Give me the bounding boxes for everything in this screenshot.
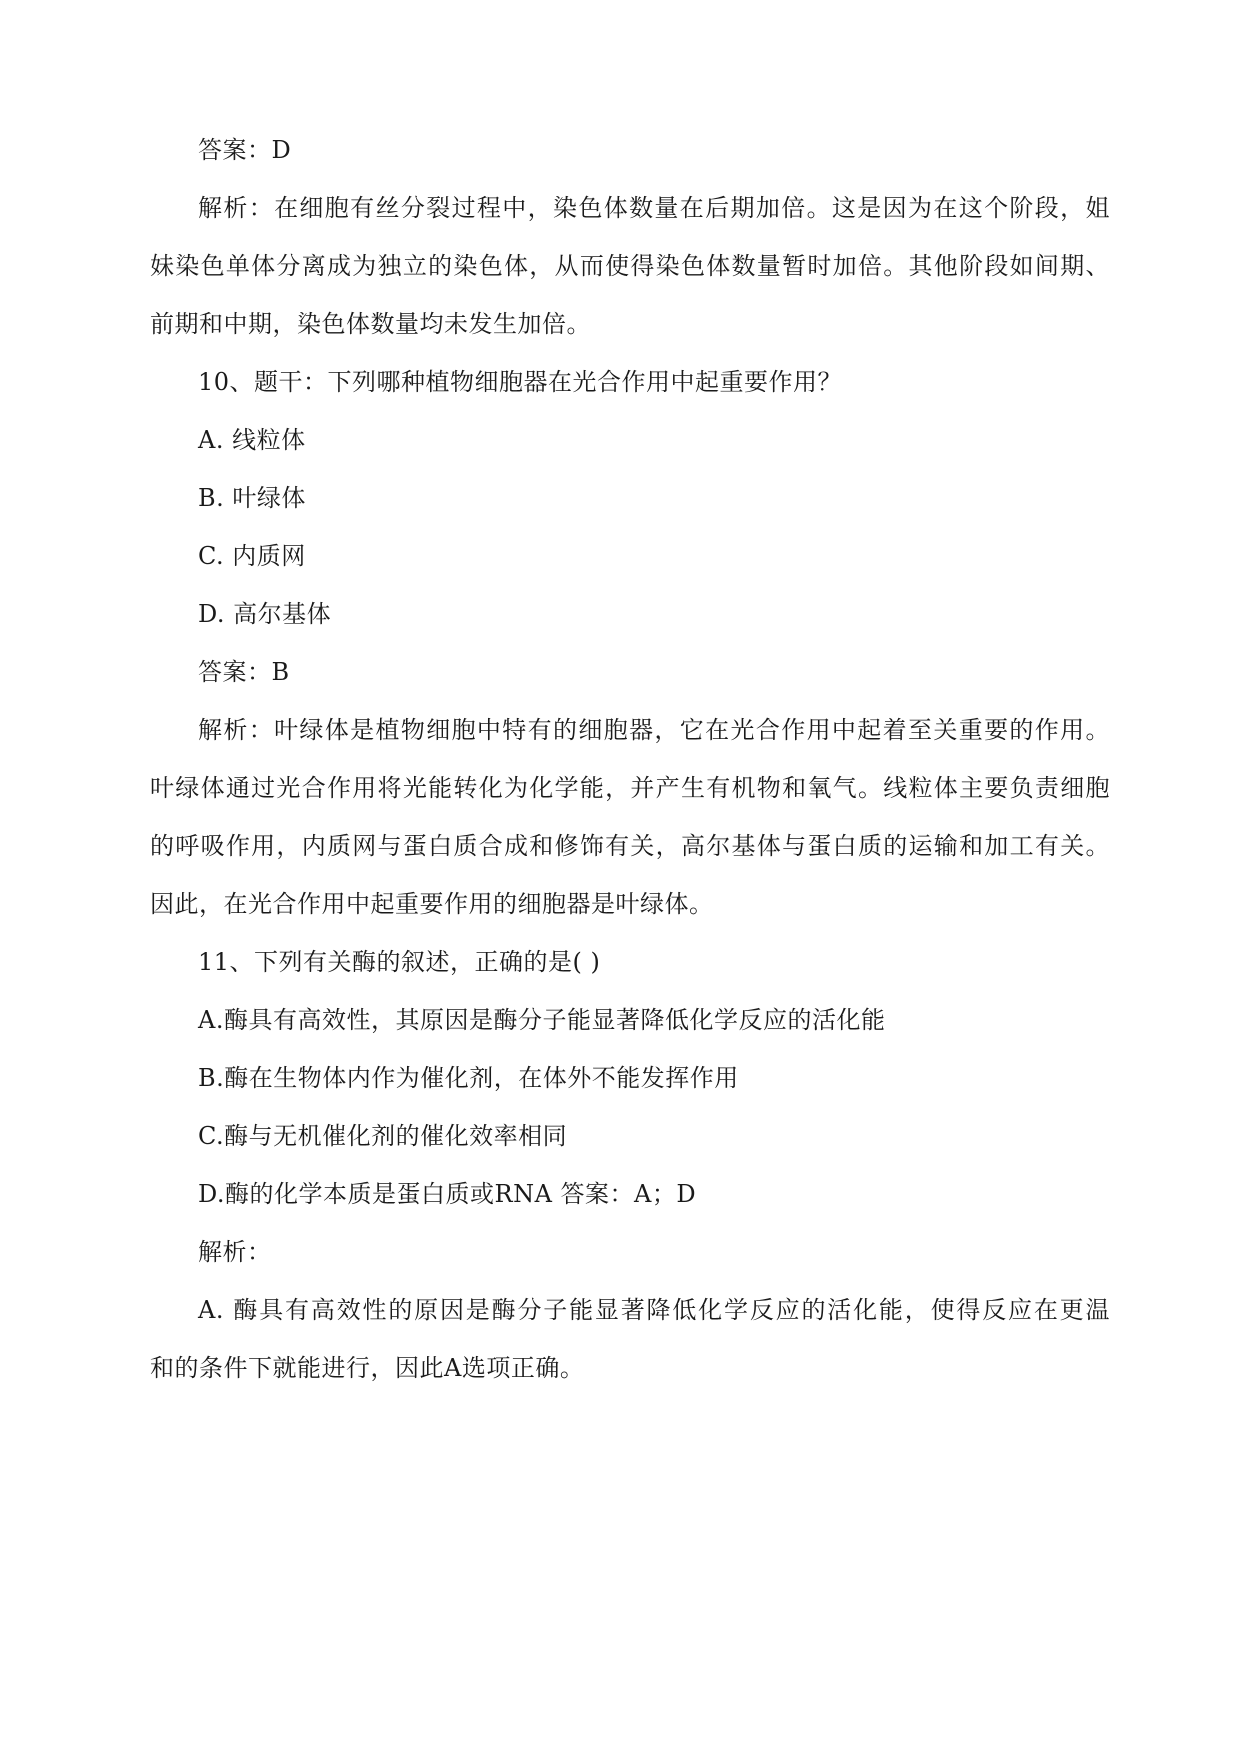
q10-analysis-line-4: 因此，在光合作用中起重要作用的细胞器是叶绿体。 [150, 890, 714, 918]
q10-answer: 答案：B [198, 658, 290, 686]
q10-analysis-line-2: 叶绿体通过光合作用将光能转化为化学能，并产生有机物和氧气。线粒体主要负责细胞 [150, 774, 1110, 802]
q10-option-d: D. 高尔基体 [198, 600, 332, 628]
q10-analysis-line-1: 解析：叶绿体是植物细胞中特有的细胞器，它在光合作用中起着至关重要的作用。 [198, 716, 1110, 744]
q11-analysis-line-2: 和的条件下就能进行，因此A选项正确。 [150, 1354, 585, 1382]
q9-analysis-line-2: 妹染色单体分离成为独立的染色体，从而使得染色体数量暂时加倍。其他阶段如间期、 [150, 252, 1110, 280]
q10-option-a: A. 线粒体 [198, 426, 306, 454]
q10-option-c: C. 内质网 [198, 542, 306, 570]
q9-analysis-line-3: 前期和中期，染色体数量均未发生加倍。 [150, 310, 591, 338]
q10-analysis-line-3: 的呼吸作用，内质网与蛋白质合成和修饰有关，高尔基体与蛋白质的运输和加工有关。 [150, 832, 1110, 860]
q11-stem: 11、下列有关酶的叙述，正确的是( ) [198, 948, 601, 976]
q11-option-b: B.酶在生物体内作为催化剂，在体外不能发挥作用 [198, 1064, 739, 1092]
q11-option-a: A.酶具有高效性，其原因是酶分子能显著降低化学反应的活化能 [198, 1006, 886, 1034]
q11-analysis-line-1: A. 酶具有高效性的原因是酶分子能显著降低化学反应的活化能，使得反应在更温 [198, 1296, 1110, 1324]
q11-option-d-with-answer: D.酶的化学本质是蛋白质或RNA 答案：A；D [198, 1180, 697, 1208]
q9-analysis-line-1: 解析：在细胞有丝分裂过程中，染色体数量在后期加倍。这是因为在这个阶段，姐 [198, 194, 1110, 222]
q10-stem: 10、题干：下列哪种植物细胞器在光合作用中起重要作用？ [198, 368, 843, 396]
q11-analysis-label: 解析： [198, 1238, 272, 1266]
q10-option-b: B. 叶绿体 [198, 484, 306, 512]
q11-option-c: C.酶与无机催化剂的催化效率相同 [198, 1122, 568, 1150]
q9-answer: 答案：D [198, 136, 292, 164]
